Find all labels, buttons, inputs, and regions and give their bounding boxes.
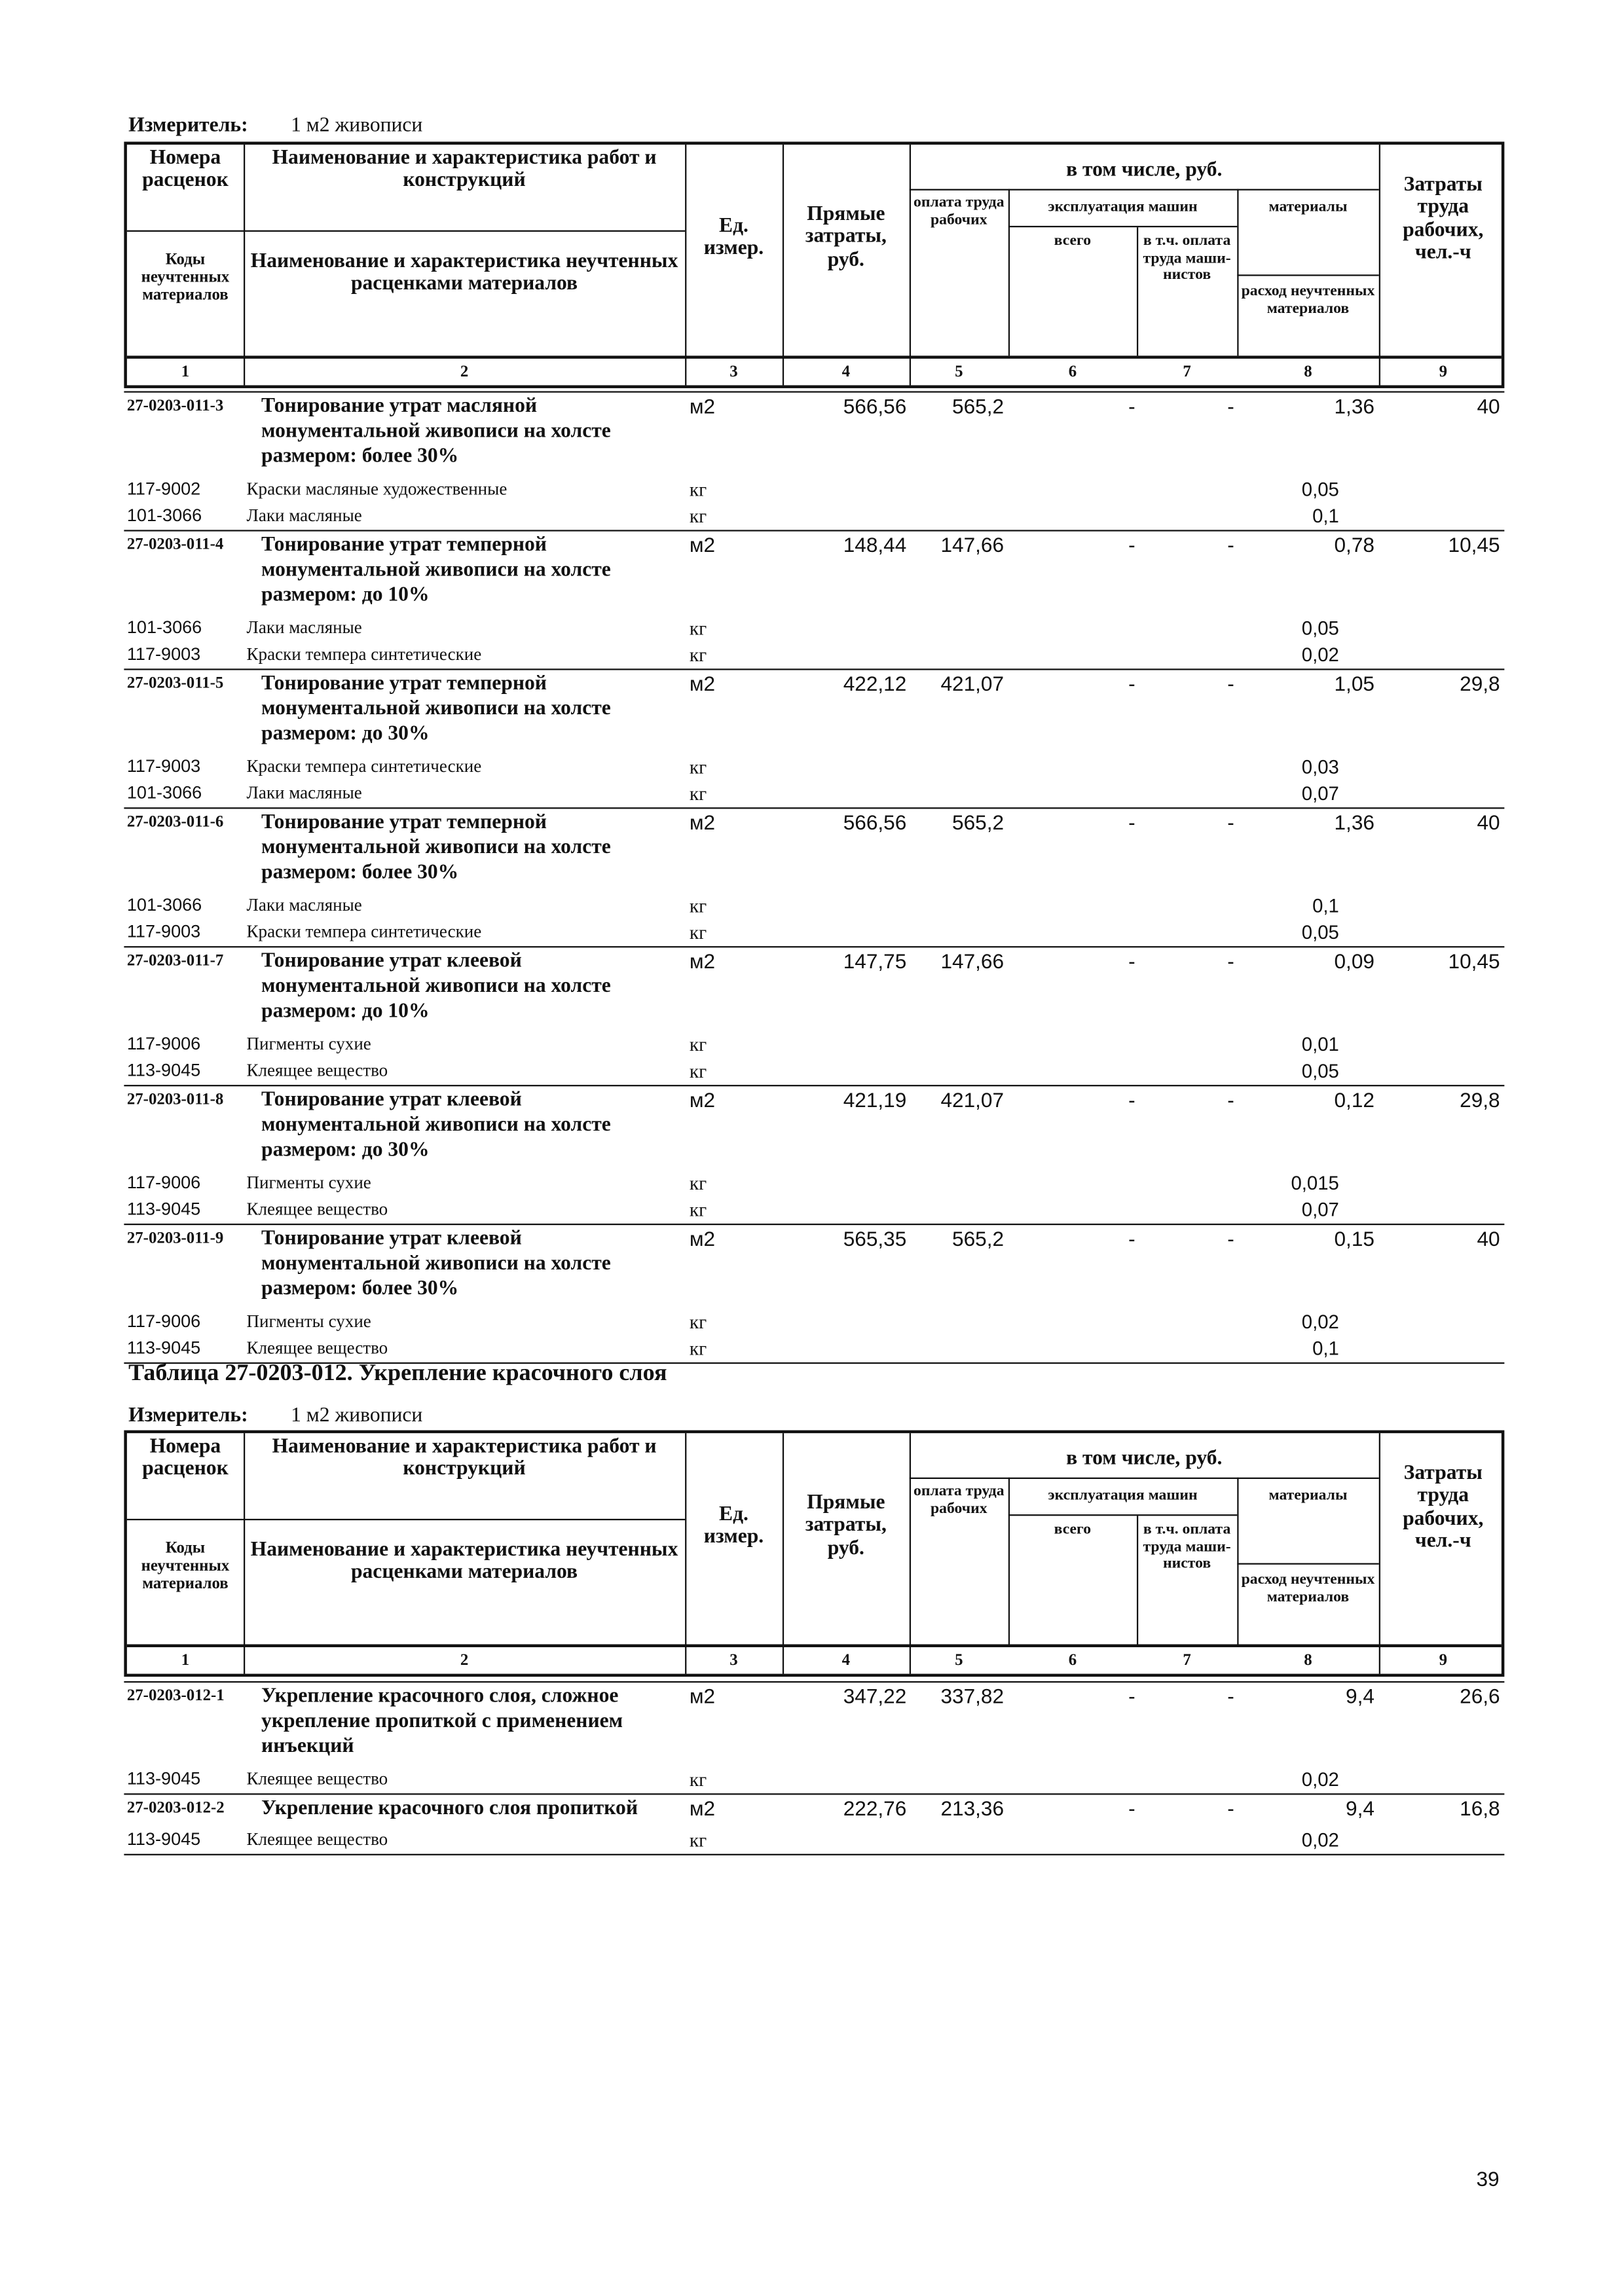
rate-name: Тонирование утрат клеевой монументальной живописи на холсте размером: до 30% [261,1089,611,1162]
header-col-number: 9 [1439,363,1447,381]
column-divider [1379,1433,1380,1673]
material-name: Краски масляные художественные [246,478,507,500]
material-unit: кг [689,643,707,666]
rate-unit: м2 [689,949,716,973]
table-header [124,1430,1504,1677]
material-unit: кг [689,1829,707,1851]
rate-code: 27-0203-011-8 [126,1091,224,1109]
header-number: Номера расценок [142,147,229,192]
machine-total: - [1128,810,1135,834]
header-col-number: 7 [1183,363,1191,381]
material-unit: кг [689,617,707,640]
header-col-number: 6 [1068,1651,1077,1669]
material-code: 101-3066 [126,617,202,638]
rate-name: Укрепление красочного слоя, сложное укрепление пропиткой с применением инъекций [261,1685,623,1758]
material-qty: 0,02 [1301,643,1339,666]
material-unit: кг [689,1198,707,1221]
material-unit: кг [689,894,707,917]
rate-name: Тонирование утрат клеевой монументальной живописи на холсте размером: более 30% [261,1228,611,1301]
column-divider [1137,1516,1138,1644]
machine-wage: - [1227,1087,1234,1112]
rate-code: 27-0203-012-2 [126,1799,225,1817]
material-code: 101-3066 [126,894,202,915]
material-row [124,477,1504,503]
rate-code: 27-0203-012-1 [126,1686,225,1705]
material-qty: 0,01 [1301,1033,1339,1055]
material-qty: 0,07 [1301,1198,1339,1221]
header-col-number: 1 [181,1651,190,1669]
header-including: в том числе, руб. [1066,159,1223,182]
machine-wage: - [1227,393,1234,418]
material-unit: кг [689,1172,707,1194]
material-row [124,642,1504,669]
material-name: Лаки масляные [246,894,362,915]
machine-total: - [1128,1684,1135,1708]
header-name-materials: Наименование и характеристика неучтенных расценками материалов [250,1539,678,1584]
wage-cost: 565,2 [952,1226,1005,1250]
material-code: 117-9002 [126,478,201,500]
direct-cost: 566,56 [843,810,907,834]
header-labor: Затраты труда рабочих, чел.-ч [1403,1463,1484,1554]
header-direct: Прямые затраты, руб. [805,1492,887,1560]
material-qty: 0,015 [1291,1172,1339,1194]
row-divider [1008,226,1237,227]
header-unit: Ед. измер. [703,215,764,261]
header-machine-wage: в т.ч. оплата труда маши-нистов [1143,233,1231,284]
header-material-usage: расход неучтенных материалов [1241,283,1375,317]
direct-cost: 421,19 [843,1087,907,1112]
material-row [124,1171,1504,1197]
header-unit: Ед. измер. [703,1504,764,1549]
header-machine-total: всего [1054,233,1092,250]
header-machine-wage: в т.ч. оплата труда маши-нистов [1143,1522,1231,1573]
material-row [124,754,1504,781]
material-row [124,1309,1504,1336]
machine-total: - [1128,949,1135,973]
measure-label: Измеритель: [128,1405,248,1428]
row-divider [127,355,1502,359]
rate-code: 27-0203-011-6 [126,813,224,831]
material-unit: кг [689,1768,707,1791]
material-name: Пигменты сухие [246,1310,371,1332]
header-col-number: 5 [955,363,963,381]
machine-total: - [1128,1087,1135,1112]
column-divider [783,145,784,385]
header-machine: эксплуатация машин [1048,199,1198,216]
row-divider [910,1478,1379,1479]
materials-cost: 0,78 [1334,532,1375,556]
machine-wage: - [1227,1796,1234,1820]
header-name-materials: Наименование и характеристика неучтенных расценками материалов [250,251,678,296]
row-divider [1237,1563,1378,1565]
machine-wage: - [1227,1226,1234,1250]
measure-label: Измеритель: [128,115,248,137]
material-name: Пигменты сухие [246,1172,371,1193]
rate-name: Тонирование утрат масляной монументальной живописи на холсте размером: более 30% [261,395,611,468]
material-unit: кг [689,1033,707,1055]
rates-table-body [124,1681,1504,1855]
wage-cost: 565,2 [952,810,1005,834]
rate-row [124,1793,1504,1827]
header-name: Наименование и характеристика работ и конструкций [272,1436,657,1482]
machine-total: - [1128,532,1135,556]
material-code: 117-9003 [126,920,201,942]
direct-cost: 347,22 [843,1684,907,1708]
material-qty: 0,1 [1312,1337,1339,1360]
machine-total: - [1128,393,1135,418]
header-including: в том числе, руб. [1066,1448,1223,1470]
header-col-number: 2 [460,1651,469,1669]
material-name: Клеящее вещество [246,1337,388,1358]
material-code: 117-9006 [126,1310,201,1332]
direct-cost: 565,35 [843,1226,907,1250]
materials-cost: 0,09 [1334,949,1375,973]
rate-code: 27-0203-011-3 [126,397,224,415]
wage-cost: 337,82 [940,1684,1005,1708]
material-row [124,1767,1504,1794]
material-unit: кг [689,1337,707,1360]
wage-cost: 213,36 [940,1796,1005,1820]
rate-row [124,1681,1504,1767]
rate-unit: м2 [689,671,716,695]
material-code: 113-9045 [126,1829,201,1850]
material-name: Клеящее вещество [246,1198,388,1220]
materials-cost: 1,05 [1334,671,1375,695]
materials-cost: 0,12 [1334,1087,1375,1112]
materials-cost: 9,4 [1346,1684,1375,1708]
material-name: Клеящее вещество [246,1768,388,1789]
material-unit: кг [689,756,707,778]
material-row [124,1336,1504,1364]
rate-name: Тонирование утрат темперной монументальной живописи на холсте размером: более 30% [261,811,611,884]
header-materials: материалы [1268,1487,1348,1504]
header-direct: Прямые затраты, руб. [805,204,887,272]
labor-cost: 10,45 [1448,532,1500,556]
rate-code: 27-0203-011-5 [126,674,224,693]
labor-cost: 16,8 [1460,1796,1500,1820]
machine-wage: - [1227,671,1234,695]
material-code: 117-9006 [126,1172,201,1193]
material-code: 113-9045 [126,1337,201,1358]
material-row [124,1197,1504,1224]
material-name: Клеящее вещество [246,1829,388,1850]
header-col-number: 8 [1304,1651,1312,1669]
material-name: Краски темпера синтетические [246,643,482,665]
labor-cost: 40 [1477,393,1500,418]
rate-code: 27-0203-011-7 [126,952,224,970]
material-row [124,920,1504,947]
rate-name: Тонирование утрат темперной монументальной живописи на холсте размером: до 30% [261,673,611,746]
rate-row [124,530,1504,615]
rate-name: Тонирование утрат клеевой монументальной живописи на холсте размером: до 10% [261,950,611,1023]
measure-value: 1 м2 живописи [291,115,423,137]
machine-wage: - [1227,532,1234,556]
machine-total: - [1128,1226,1135,1250]
materials-cost: 9,4 [1346,1796,1375,1820]
material-code: 117-9006 [126,1033,201,1054]
material-qty: 0,07 [1301,782,1339,805]
material-unit: кг [689,505,707,527]
material-name: Краски темпера синтетические [246,756,482,776]
material-row [124,1032,1504,1059]
measure-line [128,115,423,139]
materials-cost: 0,15 [1334,1226,1375,1250]
material-name: Клеящее вещество [246,1059,388,1081]
row-divider [127,1519,685,1520]
material-unit: кг [689,478,707,501]
rate-row [124,807,1504,893]
rate-unit: м2 [689,393,716,418]
material-code: 101-3066 [126,505,202,526]
labor-cost: 40 [1477,1226,1500,1250]
header-material-usage: расход неучтенных материалов [1241,1572,1375,1605]
header-name: Наименование и характеристика работ и конструкций [272,147,657,192]
row-divider [127,230,685,232]
header-col-number: 7 [1183,1651,1191,1669]
measure-value: 1 м2 живописи [291,1405,423,1428]
wage-cost: 147,66 [940,532,1005,556]
header-labor: Затраты труда рабочих, чел.-ч [1403,174,1484,264]
rate-row [124,391,1504,477]
column-divider [685,145,686,385]
header-materials: материалы [1268,199,1348,216]
material-name: Лаки масляные [246,617,362,638]
header-codes: Коды неучтенных материалов [141,251,230,304]
rate-name: Укрепление красочного слоя пропиткой [261,1797,638,1820]
labor-cost: 29,8 [1460,1087,1500,1112]
material-qty: 0,05 [1301,617,1339,640]
material-qty: 0,05 [1301,478,1339,501]
header-machine: эксплуатация машин [1048,1487,1198,1504]
material-qty: 0,05 [1301,920,1339,943]
rate-unit: м2 [689,1796,716,1820]
direct-cost: 222,76 [843,1796,907,1820]
materials-cost: 1,36 [1334,810,1375,834]
rate-name: Тонирование утрат темперной монументальной живописи на холсте размером: до 10% [261,534,611,607]
measure-line [128,1405,423,1429]
rate-unit: м2 [689,1684,716,1708]
header-col-number: 8 [1304,363,1312,381]
labor-cost: 40 [1477,810,1500,834]
materials-cost: 1,36 [1334,393,1375,418]
material-qty: 0,02 [1301,1310,1339,1333]
material-row [124,781,1504,808]
wage-cost: 421,07 [940,1087,1005,1112]
rate-unit: м2 [689,1226,716,1250]
header-col-number: 6 [1068,363,1077,381]
rate-unit: м2 [689,1087,716,1112]
material-qty: 0,1 [1312,505,1339,527]
material-qty: 0,1 [1312,894,1339,917]
rate-code: 27-0203-011-4 [126,536,224,554]
rate-unit: м2 [689,532,716,556]
material-row [124,1827,1504,1855]
row-divider [910,189,1379,191]
machine-wage: - [1227,810,1234,834]
labor-cost: 26,6 [1460,1684,1500,1708]
material-name: Краски темпера синтетические [246,920,482,942]
header-col-number: 9 [1439,1651,1447,1669]
row-divider [1237,274,1378,276]
material-qty: 0,02 [1301,1768,1339,1791]
column-divider [1137,227,1138,355]
direct-cost: 147,75 [843,949,907,973]
machine-wage: - [1227,949,1234,973]
machine-total: - [1128,671,1135,695]
material-row [124,893,1504,920]
header-col-number: 4 [841,1651,851,1669]
material-qty: 0,05 [1301,1059,1339,1082]
material-code: 117-9003 [126,756,201,776]
header-col-number: 2 [460,363,469,381]
rate-unit: м2 [689,810,716,834]
material-code: 117-9003 [126,643,201,665]
material-code: 113-9045 [126,1198,201,1220]
material-code: 113-9045 [126,1768,201,1789]
material-unit: кг [689,782,707,805]
header-col-number: 5 [955,1651,963,1669]
column-divider [685,1433,686,1673]
wage-cost: 421,07 [940,671,1005,695]
material-row [124,503,1504,530]
row-divider [1008,1514,1237,1516]
page-number: 39 [1476,2166,1500,2191]
machine-wage: - [1227,1684,1234,1708]
row-divider [127,1645,1502,1648]
header-machine-total: всего [1054,1522,1092,1539]
column-divider [1379,145,1380,385]
rate-row [124,1085,1504,1171]
rate-code: 27-0203-011-9 [126,1229,224,1248]
table-header [124,141,1504,388]
material-qty: 0,02 [1301,1829,1339,1851]
direct-cost: 422,12 [843,671,907,695]
material-row [124,1058,1504,1085]
header-col-number: 3 [729,363,738,381]
column-divider [783,1433,784,1673]
header-codes: Коды неучтенных материалов [141,1539,230,1594]
material-name: Лаки масляные [246,505,362,526]
labor-cost: 29,8 [1460,671,1500,695]
header-col-number: 3 [729,1651,738,1669]
material-code: 113-9045 [126,1059,201,1081]
material-row [124,615,1504,642]
material-unit: кг [689,1310,707,1333]
direct-cost: 148,44 [843,532,907,556]
direct-cost: 566,56 [843,393,907,418]
table-title: Таблица 27-0203-012. Укрепление красочного слоя [128,1360,667,1386]
header-col-number: 4 [841,363,851,381]
material-code: 101-3066 [126,782,202,803]
rate-row [124,1224,1504,1309]
material-name: Пигменты сухие [246,1033,371,1054]
material-unit: кг [689,1059,707,1082]
header-wage: оплата труда рабочих [913,194,1005,228]
wage-cost: 565,2 [952,393,1005,418]
header-wage: оплата труда рабочих [913,1483,1005,1517]
wage-cost: 147,66 [940,949,1005,973]
rate-row [124,668,1504,754]
rates-table-body [124,391,1504,1364]
header-number: Номера расценок [142,1436,229,1482]
labor-cost: 10,45 [1448,949,1500,973]
rate-row [124,946,1504,1032]
material-unit: кг [689,920,707,943]
header-col-number: 1 [181,363,190,381]
material-name: Лаки масляные [246,782,362,803]
machine-total: - [1128,1796,1135,1820]
material-qty: 0,03 [1301,756,1339,778]
